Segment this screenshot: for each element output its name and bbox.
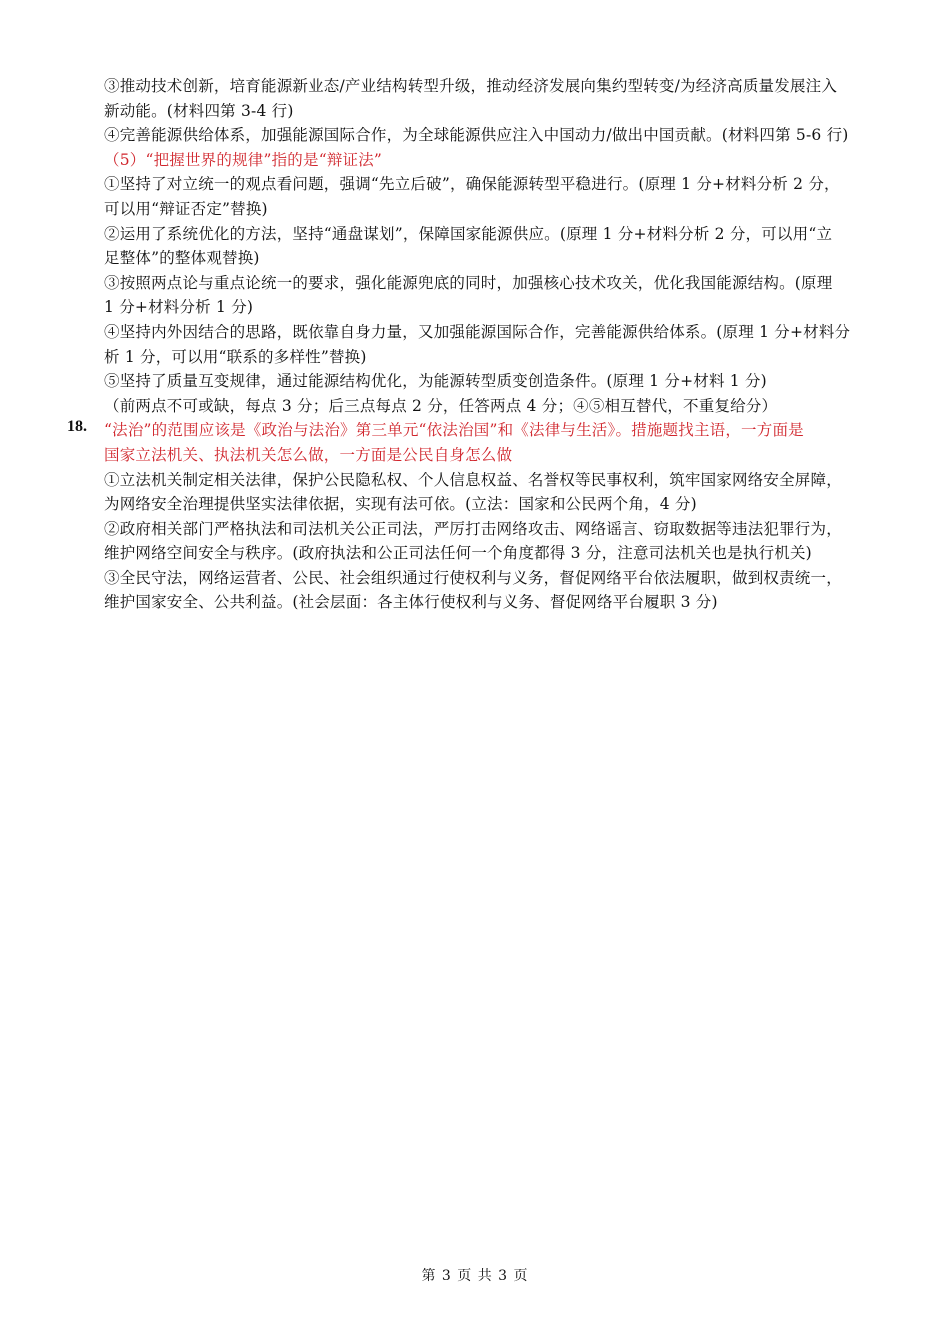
- answer-line: 新动能。(材料四第 3-4 行): [104, 101, 294, 120]
- answer-line: ③推动技术创新，培育能源新业态/产业结构转型升级，推动经济发展向集约型转变/为经济高质量发展注入: [104, 77, 838, 95]
- answer-line: 维护网络空间安全与秩序。(政府执法和公正司法任何一个角度都得 3 分，注意司法机关也是执行机关): [104, 544, 812, 563]
- answer-line: ②运用了系统优化的方法，坚持“通盘谋划”，保障国家能源供应。(原理 1 分+材料分析 2 分，可以用“立: [104, 224, 833, 243]
- answer-line: ④完善能源供给体系，加强能源国际合作，为全球能源供应注入中国动力/做出中国贡献。(材料四第 5-6 行): [104, 126, 849, 145]
- answer-line: ⑤坚持了质量互变规律，通过能源结构优化，为能源转型质变创造条件。(原理 1 分+材料 1 分): [104, 372, 767, 391]
- answer-line: 析 1 分，可以用“联系的多样性”替换): [104, 347, 367, 366]
- answer-content: [67, 74, 884, 615]
- answer-line: ③全民守法，网络运营者、公民、社会组织通过行使权利与义务，督促网络平台依法履职，做到权责统一，: [104, 568, 842, 587]
- answer-line: ①立法机关制定相关法律，保护公民隐私权、个人信息权益、名誉权等民事权利，筑牢国家网络安全屏障，: [104, 470, 842, 489]
- question-18: [67, 418, 884, 615]
- answer-line: 足整体”的整体观替换): [104, 249, 260, 268]
- answer-line: 可以用“辩证否定”替换): [104, 199, 268, 218]
- scoring-rule: （前两点不可或缺，每点 3 分；后三点每点 2 分，任答两点 4 分；④⑤相互替代，不重复给分）: [104, 396, 778, 415]
- page-footer: 第 3 页 共 3 页: [421, 1268, 529, 1284]
- answer-line: ③按照两点论与重点论统一的要求，强化能源兜底的同时，加强核心技术攻关，优化我国能源结构。(原理: [104, 273, 833, 292]
- answer-line: 维护国家安全、公共利益。(社会层面：各主体行使权利与义务、督促网络平台履职 3 分): [104, 593, 718, 612]
- grading-note: （5）“把握世界的规律”指的是“辩证法”: [104, 150, 383, 169]
- answer-line: ②政府相关部门严格执法和司法机关公正司法，严厉打击网络攻击、网络谣言、窃取数据等违法犯罪行为，: [104, 519, 842, 538]
- answer-line: 1 分+材料分析 1 分): [104, 298, 254, 317]
- answer-line: ④坚持内外因结合的思路，既依靠自身力量，又加强能源国际合作，完善能源供给体系。(原理 1 分+材料分: [104, 322, 851, 341]
- section-17-continued: [104, 74, 884, 418]
- answer-line: ①坚持了对立统一的观点看问题，强调“先立后破”，确保能源转型平稳进行。(原理 1 分+材料分析 2 分，: [104, 175, 840, 194]
- answer-line: 为网络安全治理提供坚实法律依据，实现有法可依。(立法：国家和公民两个角，4 分): [104, 495, 697, 514]
- grading-note: 国家立法机关、执法机关怎么做，一方面是公民自身怎么做: [104, 445, 513, 464]
- grading-note: “法治”的范围应该是《政治与法治》第三单元“依法治国”和《法律与生活》。措施题找主语，一方面是: [104, 421, 804, 440]
- question-number: 18.: [67, 418, 87, 436]
